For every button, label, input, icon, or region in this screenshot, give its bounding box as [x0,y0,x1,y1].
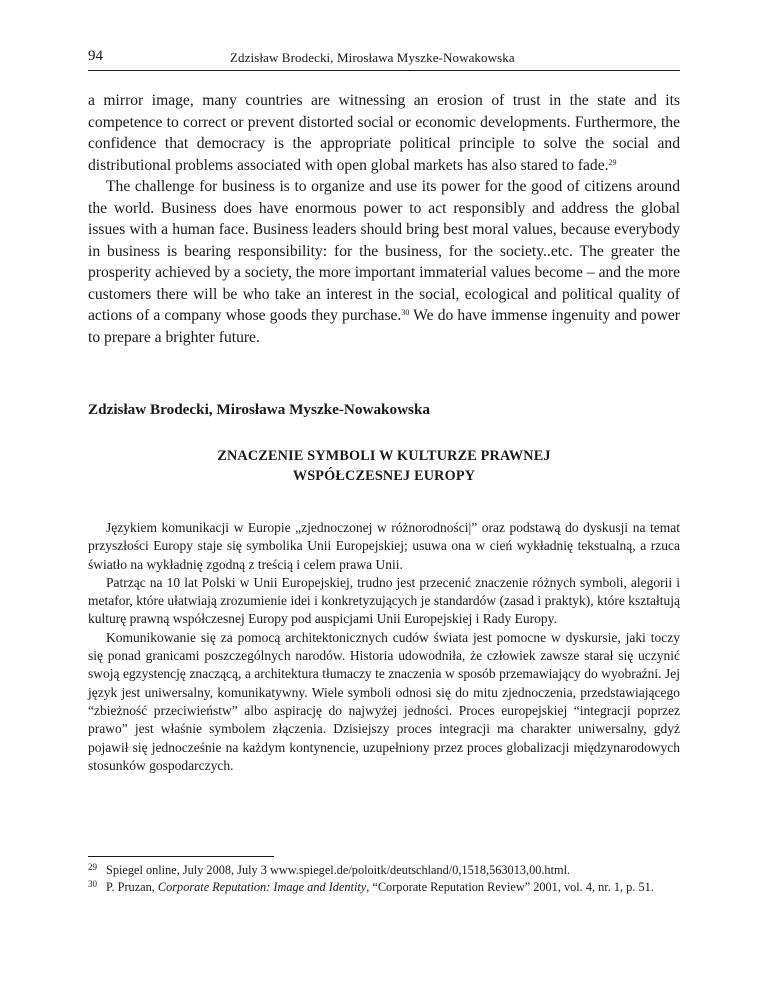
footnote-author: P. Pruzan, [106,880,158,894]
english-paragraph-2 [88,176,680,348]
header-rule [88,70,680,71]
footnote-text: Spiegel online, July 2008, July 3 www.spiegel.de/poloitk/deutschland/0,1518,563013,00.html. [106,863,571,877]
article-title-line-2: WSPÓŁCZESNEJ EUROPY [292,468,476,484]
polish-paragraph-3: Komunikowanie się za pomocą architektonicznych cudów świata jest pomocne w dyskursie, jaki toczy się ponad granicami poszczególnych narodów. Historia udowodniła, że człowiek zawsze starał się uczynić swoją egzystencję znaczącą, a architektura tłumaczy te znaczenia w sposób przemawiający do wyobraźni. Jej język jest uniwersalny, komunikatywny. Wiele symboli odnosi się do mitu zjednoczenia, przedstawiającego “zbieżność przeciwieństw” albo aspirację do najwyżej jedności. Proces europejskiej “integracji poprzez prawo” jest właśnie symbolem złączenia. Dzisiejszy proces integracji ma charakter uniwersalny, gdyż pojawił się jednocześnie na każdym kontynencie, uzupełniony przez proces globalizacji międzynarodowych stosunków gospodarczych. [88,629,680,773]
english-paragraph-2-end: We do have immense ingenuity and power to prepare a brighter future. [88,307,680,346]
footnote-rule [88,856,274,857]
footnote-29: 29 Spiegel online, July 2008, July 3 www.spiegel.de/poloitk/deutschland/0,1518,563013,00.html. [88,862,571,877]
polish-paragraph-2: Patrząc na 10 lat Polski w Unii Europejskiej, trudno jest przecenić znaczenie różnych symboli, alegorii i metafor, które ułatwiają zrozumienie idei i konkretyzujących je standardów (zasad i praktyk), które kształtują kulturę prawną współczesnej Europy pod auspicjami Unii Europejskiej i Rady Europy. [88,574,680,627]
english-paragraph-1 [88,90,680,176]
polish-paragraph-1: Językiem komunikacji w Europie „zjednoczonej w różnorodności|” oraz podstawą do dyskusji na temat przyszłości Europy staje się symbolika Unii Europejskiej; usuwa ona w cień wykładnię tekstualną, a rzuca światło na wykładnię zgodną z treścią i celem prawa Unii. [88,520,680,572]
footnote-ref-29: 29 [608,157,617,167]
footnote-30: 30 P. Pruzan, Corporate Reputation: Image and Identity, “Corporate Reputation Review” 2001, vol. 4, nr. 1, p. 51. [88,879,654,894]
footnote-ref-30: 30 [401,308,410,317]
footnotes [88,862,680,896]
article-authors: Zdzisław Brodecki, Mirosława Myszke-Nowakowska [88,401,431,418]
running-head [88,48,680,70]
running-title: Zdzisław Brodecki, Mirosława Myszke-Nowakowska [230,50,515,65]
article-title [88,446,680,486]
english-text [88,90,680,348]
english-paragraph-1-text: a mirror image, many countries are witnessing an erosion of trust in the state and its competence to correct or prevent distorted social or economic developments. Furthermore, the confidence that democracy is the appropriate political principle to solve the social and distributional problems associated with open global markets has also stared to fade. [88,92,680,174]
page-number: 94 [88,48,103,64]
article-title-line-1: ZNACZENIE SYMBOLI W KULTURZE PRAWNEJ [217,448,551,464]
footnote-source: , “Corporate Reputation Review” 2001, vol. 4, nr. 1, p. 51. [366,880,654,894]
footnote-work-title: Corporate Reputation: Image and Identity [157,880,367,894]
polish-text [88,519,680,775]
english-paragraph-2-text: The challenge for business is to organize and use its power for the good of citizens around the world. Business does have enormous power to act responsibly and address the global issues with a human face. Business leaders should bring best moral values, because everybody in business is bearing responsibility: for the business, for the society..etc. The greater the prosperity achieved by a society, the more important immaterial values become – and the more customers there will be who take an interest in the social, ecological and political quality of actions of a company whose goods they purchase. [88,178,680,324]
